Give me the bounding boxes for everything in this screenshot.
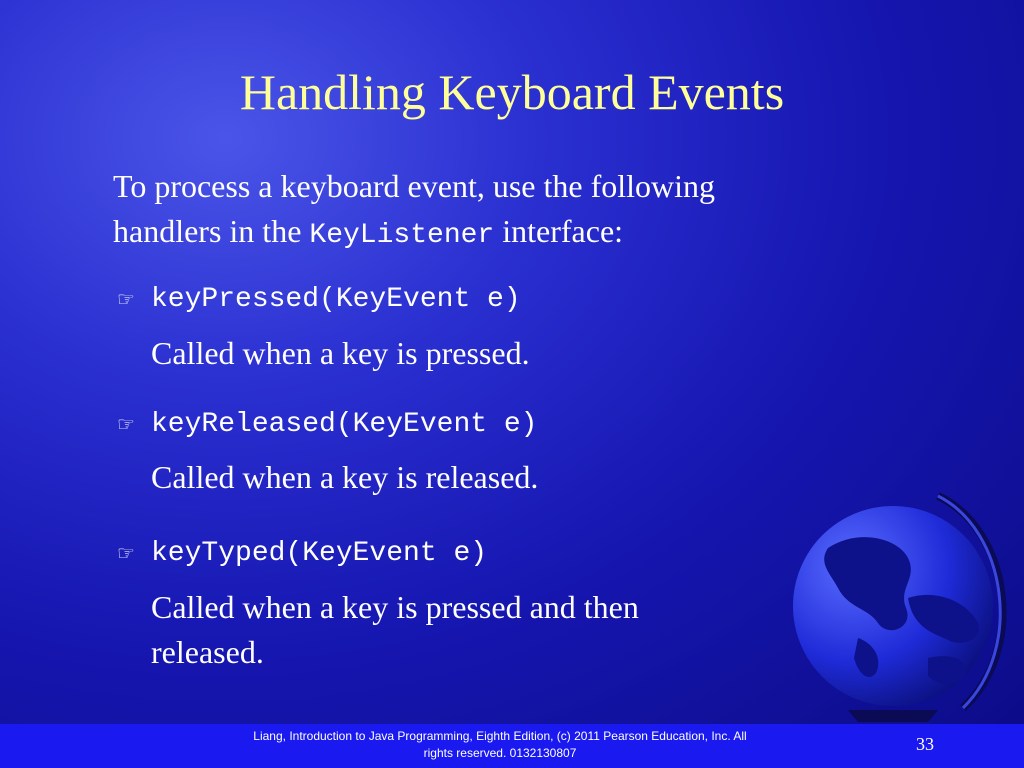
list-item-key-released: [113, 407, 537, 443]
globe-icon: [788, 488, 1018, 728]
list-item-key-pressed: [113, 282, 521, 318]
footer-line-2: rights reserved. 0132130807: [423, 746, 577, 760]
intro-line-1: To process a keyboard event, use the following: [113, 168, 716, 204]
list-item-key-typed: [113, 536, 487, 572]
description-key-released: Called when a key is released.: [151, 459, 539, 495]
footer-bar: [0, 724, 1024, 768]
intro-line-2-suffix: interface:: [494, 213, 624, 249]
method-key-typed: keyTyped(KeyEvent e): [151, 538, 488, 569]
pointing-hand-icon: ☞: [117, 414, 135, 436]
method-key-pressed: keyPressed(KeyEvent e): [151, 284, 521, 315]
intro-code: KeyListener: [309, 220, 495, 251]
intro-line-2-prefix: handlers in the: [113, 213, 310, 249]
description-key-pressed: Called when a key is pressed.: [151, 335, 530, 371]
footer-line-1: Liang, Introduction to Java Programming, Eighth Edition, (c) 2011 Pearson Education, Inc. All: [253, 729, 747, 743]
intro-text: [113, 164, 893, 258]
footer-copyright: [200, 728, 800, 762]
pointing-hand-icon: ☞: [117, 289, 135, 311]
pointing-hand-icon: ☞: [117, 543, 135, 565]
method-key-released: keyReleased(KeyEvent e): [151, 409, 538, 440]
description-key-typed: Called when a key is pressed and then released.: [151, 589, 639, 670]
page-number: 33: [916, 734, 934, 754]
slide-title: Handling Keyboard Events: [239, 64, 785, 120]
